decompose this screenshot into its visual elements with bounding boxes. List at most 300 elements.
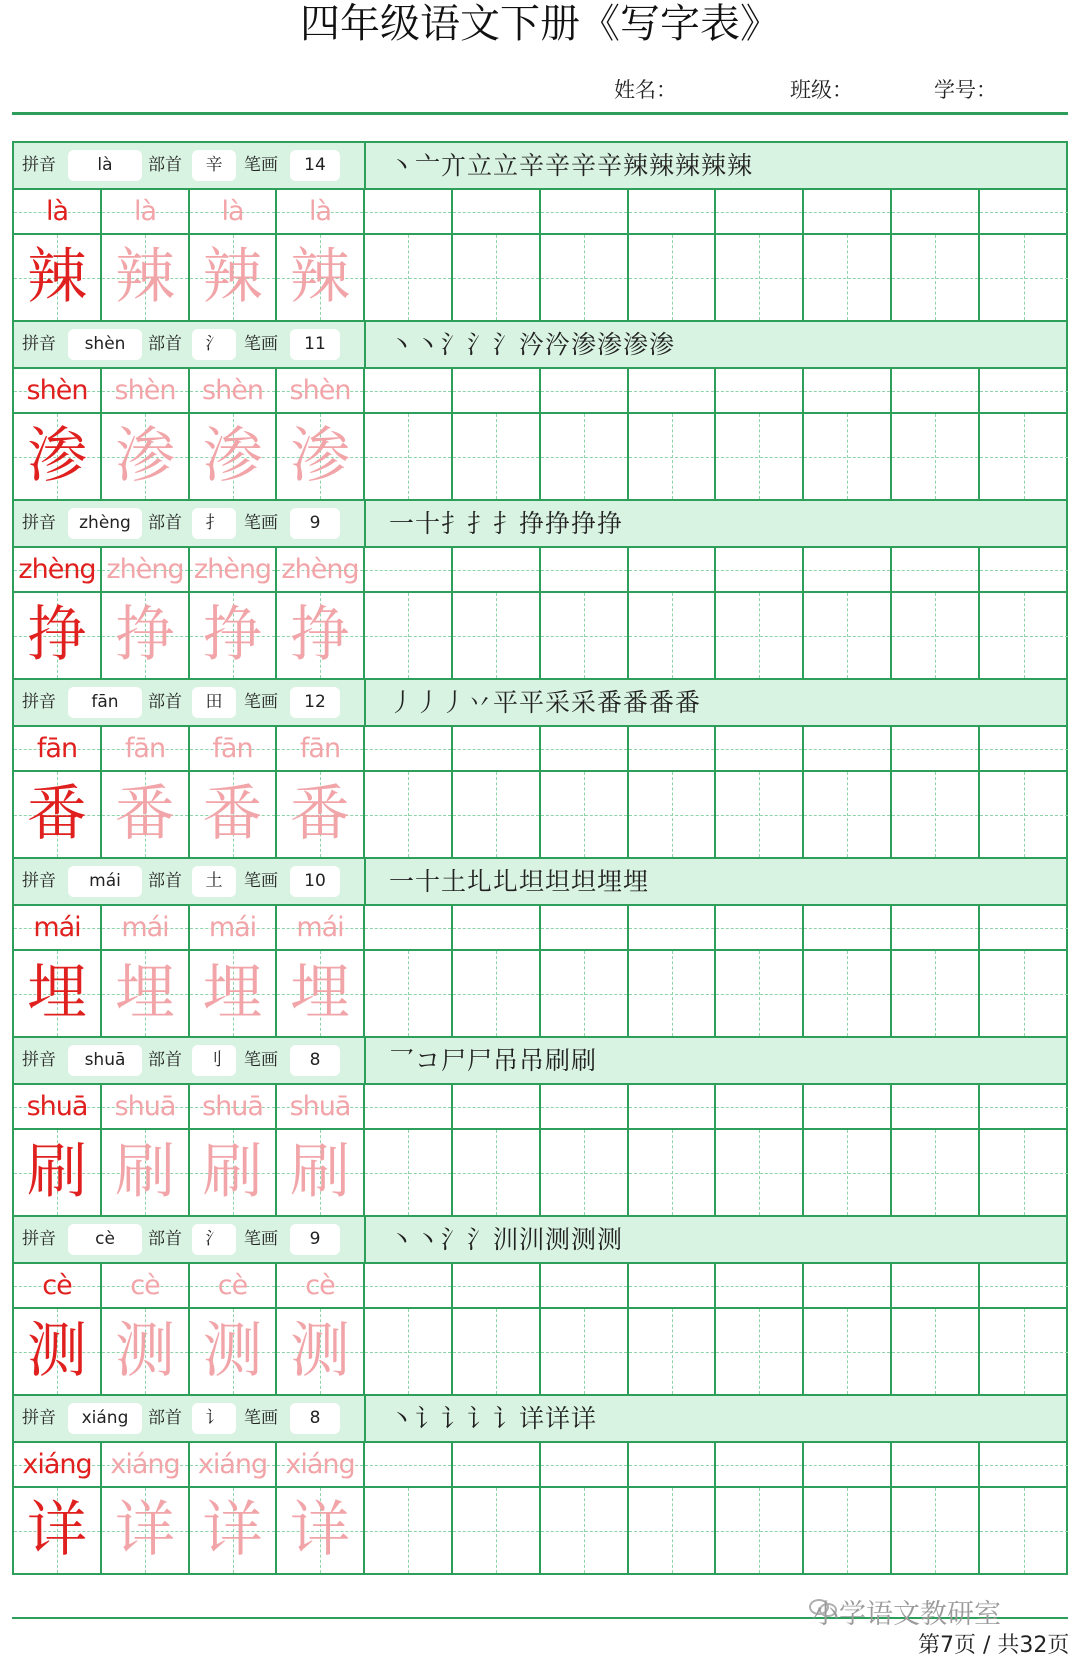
character-cell[interactable] [541, 772, 629, 857]
character-cell [277, 1309, 365, 1394]
character-trace: 挣 [115, 600, 175, 670]
character-cell[interactable] [365, 1488, 453, 1573]
character-cell[interactable] [716, 1130, 804, 1215]
pinyin-cell[interactable] [804, 1085, 892, 1128]
practice-grid [14, 727, 1066, 857]
character-cell [277, 951, 365, 1036]
character-cell [14, 593, 102, 678]
pinyin-cell[interactable] [892, 906, 980, 949]
character-trace: 挣 [202, 600, 263, 670]
character-cell[interactable] [716, 1309, 804, 1394]
character-cell[interactable] [365, 951, 453, 1036]
character-cell[interactable] [541, 235, 629, 320]
character-sample: 埋 [27, 958, 87, 1028]
pinyin-cell[interactable] [980, 1085, 1068, 1128]
character-cell[interactable] [892, 951, 980, 1036]
character-trace: 辣 [290, 242, 350, 312]
pinyin-cell[interactable] [541, 727, 629, 770]
radical-value: 土 [192, 866, 236, 897]
character-cell [102, 1130, 190, 1215]
pinyin-cell [14, 906, 102, 949]
pinyin-cell [277, 1443, 365, 1486]
character-cell[interactable] [892, 1488, 980, 1573]
pinyin-cell[interactable] [541, 1085, 629, 1128]
char-info-header [14, 1217, 1066, 1264]
character-cell [102, 414, 190, 499]
pinyin-cell [14, 369, 102, 412]
pinyin-cell[interactable] [804, 906, 892, 949]
pinyin-cell [14, 1443, 102, 1486]
strokes-label: 笔画 [244, 513, 278, 533]
character-sample: 番 [27, 779, 87, 849]
pinyin-cell[interactable] [716, 1264, 804, 1307]
char-info-header [14, 1396, 1066, 1443]
pinyin-cell [102, 190, 190, 233]
pinyin-cell[interactable] [892, 1085, 980, 1128]
pinyin-row [14, 727, 1066, 772]
character-cell[interactable] [365, 593, 453, 678]
radical-value: 田 [192, 687, 236, 718]
character-trace: 测 [290, 1316, 350, 1386]
page-title: 四年级语文下册《写字表》 [300, 1, 780, 47]
pinyin-trace: là [221, 196, 244, 227]
pinyin-cell[interactable] [453, 190, 541, 233]
pinyin-cell[interactable] [804, 369, 892, 412]
pinyin-cell[interactable] [892, 369, 980, 412]
char-meta [14, 143, 366, 188]
character-trace: 埋 [115, 958, 175, 1028]
pinyin-cell [102, 906, 190, 949]
radical-value: 氵 [192, 1224, 236, 1255]
character-cell [14, 1130, 102, 1215]
char-block [14, 1396, 1066, 1573]
pinyin-cell[interactable] [716, 548, 804, 591]
pinyin-cell [190, 1264, 277, 1307]
character-trace: 详 [115, 1495, 175, 1565]
character-cell [277, 1130, 365, 1215]
pinyin-cell[interactable] [365, 548, 453, 591]
pinyin-cell[interactable] [541, 548, 629, 591]
character-cell[interactable] [716, 1488, 804, 1573]
character-cell[interactable] [804, 593, 892, 678]
character-cell[interactable] [804, 235, 892, 320]
character-trace: 刷 [290, 1137, 350, 1207]
char-meta [14, 680, 366, 725]
pinyin-cell[interactable] [804, 548, 892, 591]
pinyin-cell [277, 1085, 365, 1128]
practice-grid [14, 369, 1066, 499]
radical-value: 扌 [192, 508, 236, 539]
character-cell[interactable] [541, 1309, 629, 1394]
char-info-header [14, 143, 1066, 190]
char-info-header [14, 1038, 1066, 1085]
character-cell[interactable] [892, 235, 980, 320]
character-cell[interactable] [541, 951, 629, 1036]
character-trace: 测 [115, 1316, 175, 1386]
stroke-count-value: 12 [290, 687, 340, 718]
pinyin-trace: mái [296, 912, 344, 943]
pinyin-trace: zhèng [193, 554, 272, 585]
pinyin-cell[interactable] [453, 548, 541, 591]
pinyin-cell[interactable] [365, 1264, 453, 1307]
pinyin-cell [190, 369, 277, 412]
pinyin-value: zhèng [68, 508, 142, 539]
character-cell[interactable] [365, 235, 453, 320]
pinyin-value: là [68, 150, 142, 181]
character-cell[interactable] [804, 772, 892, 857]
character-cell[interactable] [453, 414, 541, 499]
pinyin-cell[interactable] [804, 190, 892, 233]
character-cell[interactable] [629, 1488, 716, 1573]
pinyin-cell[interactable] [892, 727, 980, 770]
character-cell[interactable] [541, 1488, 629, 1573]
character-cell[interactable] [453, 772, 541, 857]
character-trace: 渗 [202, 421, 263, 491]
character-trace: 渗 [290, 421, 350, 491]
pinyin-cell[interactable] [892, 1443, 980, 1486]
character-cell[interactable] [453, 1309, 541, 1394]
character-sample: 挣 [27, 600, 87, 670]
pinyin-cell[interactable] [980, 1264, 1068, 1307]
character-cell[interactable] [980, 593, 1068, 678]
character-cell[interactable] [716, 593, 804, 678]
character-cell[interactable] [453, 951, 541, 1036]
name-label: 姓名： [614, 78, 677, 102]
character-cell[interactable] [804, 1309, 892, 1394]
pinyin-cell[interactable] [716, 1085, 804, 1128]
character-trace: 刷 [202, 1137, 263, 1207]
char-block [14, 501, 1066, 680]
pinyin-row [14, 190, 1066, 235]
character-trace: 详 [202, 1495, 263, 1565]
character-cell[interactable] [365, 414, 453, 499]
character-cell[interactable] [980, 772, 1068, 857]
pinyin-cell[interactable] [892, 1264, 980, 1307]
character-cell[interactable] [980, 414, 1068, 499]
character-cell[interactable] [453, 235, 541, 320]
pinyin-cell[interactable] [541, 1264, 629, 1307]
pinyin-sample: xiáng [22, 1449, 92, 1480]
character-cell [14, 1488, 102, 1573]
character-cell [190, 1130, 277, 1215]
pinyin-cell[interactable] [980, 906, 1068, 949]
pinyin-trace: xiáng [197, 1449, 268, 1480]
pinyin-cell [190, 1085, 277, 1128]
pinyin-cell [277, 369, 365, 412]
pinyin-trace: fān [299, 733, 341, 764]
pinyin-cell[interactable] [629, 548, 716, 591]
character-row [14, 1488, 1066, 1573]
strokes-label: 笔画 [244, 1050, 278, 1070]
pinyin-trace: là [308, 196, 332, 227]
char-info-header [14, 501, 1066, 548]
pinyin-cell [102, 548, 190, 591]
practice-grid [14, 1443, 1066, 1573]
character-cell[interactable] [629, 772, 716, 857]
character-cell[interactable] [716, 235, 804, 320]
character-cell[interactable] [365, 1130, 453, 1215]
character-trace: 挣 [290, 600, 350, 670]
char-meta [14, 859, 366, 904]
pinyin-value: xiáng [68, 1403, 142, 1434]
practice-grid [14, 1264, 1066, 1394]
character-cell[interactable] [980, 1309, 1068, 1394]
pinyin-cell[interactable] [453, 1443, 541, 1486]
character-cell[interactable] [892, 414, 980, 499]
radical-label: 部首 [148, 155, 182, 175]
stroke-count-value: 14 [290, 150, 340, 181]
radical-label: 部首 [148, 692, 182, 712]
pinyin-cell[interactable] [629, 906, 716, 949]
practice-grid [14, 1085, 1066, 1215]
character-cell[interactable] [541, 1130, 629, 1215]
pinyin-value: shuā [68, 1045, 142, 1076]
character-cell [190, 1309, 277, 1394]
strokes-label: 笔画 [244, 334, 278, 354]
pinyin-row [14, 1085, 1066, 1130]
pinyin-cell[interactable] [365, 727, 453, 770]
character-cell[interactable] [716, 951, 804, 1036]
pinyin-cell[interactable] [980, 1443, 1068, 1486]
pinyin-trace: zhèng [281, 554, 359, 585]
pinyin-cell[interactable] [629, 190, 716, 233]
character-row [14, 772, 1066, 857]
pinyin-cell[interactable] [365, 906, 453, 949]
char-meta [14, 1217, 366, 1262]
character-cell[interactable] [804, 1488, 892, 1573]
character-cell[interactable] [453, 1488, 541, 1573]
character-cell [277, 414, 365, 499]
stroke-order: 丶讠讠讠讠详详详 [389, 1404, 598, 1433]
radical-label: 部首 [148, 871, 182, 891]
pinyin-cell[interactable] [716, 190, 804, 233]
char-block [14, 322, 1066, 501]
stroke-order: 乛コ尸尸吊吊刷刷 [389, 1046, 598, 1075]
top-rule [12, 112, 1068, 115]
stroke-count-value: 8 [290, 1403, 340, 1434]
character-cell [277, 1488, 365, 1573]
pinyin-cell[interactable] [365, 1443, 453, 1486]
char-meta [14, 322, 366, 367]
character-cell[interactable] [892, 1309, 980, 1394]
character-cell[interactable] [892, 1130, 980, 1215]
pinyin-cell [14, 1085, 102, 1128]
pinyin-sample: fān [36, 733, 78, 764]
pinyin-cell[interactable] [453, 1085, 541, 1128]
character-cell [102, 951, 190, 1036]
character-cell[interactable] [804, 414, 892, 499]
watermark: 小学语文教研室 [812, 1599, 1001, 1630]
pinyin-cell[interactable] [453, 369, 541, 412]
character-trace: 埋 [290, 958, 350, 1028]
character-cell[interactable] [716, 772, 804, 857]
strokes-label: 笔画 [244, 155, 278, 175]
character-cell[interactable] [980, 235, 1068, 320]
pinyin-cell [102, 1443, 190, 1486]
stroke-order: 一十扌扌扌挣挣挣挣 [389, 509, 624, 538]
radical-value: 氵 [192, 329, 236, 360]
stroke-order: 一十土圠圠坦坦坦埋埋 [389, 867, 650, 896]
pinyin-cell [277, 548, 365, 591]
pinyin-trace: shèn [289, 375, 351, 406]
pinyin-cell[interactable] [541, 369, 629, 412]
pinyin-cell[interactable] [716, 1443, 804, 1486]
strokes-label: 笔画 [244, 871, 278, 891]
stroke-order: 丶丶氵氵氵汵汵渗渗渗渗 [389, 330, 676, 359]
character-cell[interactable] [629, 1309, 716, 1394]
pinyin-label: 拼音 [22, 692, 56, 712]
radical-label: 部首 [148, 513, 182, 533]
pinyin-cell[interactable] [716, 906, 804, 949]
character-cell[interactable] [365, 1309, 453, 1394]
pinyin-cell[interactable] [629, 1264, 716, 1307]
stroke-count-value: 8 [290, 1045, 340, 1076]
character-cell[interactable] [629, 235, 716, 320]
character-cell [102, 772, 190, 857]
pinyin-cell[interactable] [804, 727, 892, 770]
character-trace: 辣 [115, 242, 175, 312]
pinyin-cell[interactable] [892, 548, 980, 591]
character-cell[interactable] [629, 414, 716, 499]
character-cell[interactable] [541, 593, 629, 678]
character-cell[interactable] [804, 1130, 892, 1215]
pinyin-cell[interactable] [804, 1443, 892, 1486]
pinyin-row [14, 906, 1066, 951]
character-sample: 详 [27, 1495, 87, 1565]
page-number: 第7页 / 共32页 [918, 1633, 1070, 1658]
char-block [14, 680, 1066, 859]
stroke-order: 丶丶氵氵汌汌测测测 [389, 1225, 624, 1254]
practice-grid [14, 906, 1066, 1036]
character-cell[interactable] [629, 1130, 716, 1215]
char-meta [14, 1038, 366, 1083]
pinyin-sample: zhèng [18, 554, 96, 585]
pinyin-cell [102, 727, 190, 770]
character-cell [190, 772, 277, 857]
strokes-label: 笔画 [244, 1229, 278, 1249]
practice-grid [14, 548, 1066, 678]
pinyin-cell[interactable] [629, 369, 716, 412]
character-trace: 辣 [202, 242, 263, 312]
character-row [14, 235, 1066, 320]
pinyin-trace: fān [212, 733, 253, 764]
pinyin-cell[interactable] [365, 1085, 453, 1128]
pinyin-cell [14, 1264, 102, 1307]
pinyin-cell[interactable] [892, 190, 980, 233]
pinyin-trace: shèn [202, 375, 263, 406]
pinyin-label: 拼音 [22, 871, 56, 891]
stroke-order: 丿丿丿丷平平采采番番番番 [389, 688, 702, 717]
character-cell [190, 414, 277, 499]
student-id-label: 学号： [934, 78, 997, 102]
pinyin-trace: shuā [114, 1091, 176, 1122]
character-cell[interactable] [541, 414, 629, 499]
pinyin-label: 拼音 [22, 513, 56, 533]
character-cell[interactable] [892, 593, 980, 678]
pinyin-cell[interactable] [541, 1443, 629, 1486]
pinyin-cell[interactable] [541, 190, 629, 233]
pinyin-cell[interactable] [980, 548, 1068, 591]
character-cell[interactable] [980, 1130, 1068, 1215]
pinyin-cell [14, 190, 102, 233]
pinyin-cell [190, 548, 277, 591]
pinyin-cell[interactable] [629, 727, 716, 770]
pinyin-cell[interactable] [980, 190, 1068, 233]
character-cell [102, 235, 190, 320]
pinyin-cell [102, 1264, 190, 1307]
character-cell [277, 593, 365, 678]
character-cell[interactable] [804, 951, 892, 1036]
pinyin-trace: cè [217, 1270, 248, 1301]
char-block [14, 859, 1066, 1038]
pinyin-row [14, 1443, 1066, 1488]
pinyin-sample: mái [33, 912, 81, 943]
character-cell[interactable] [629, 593, 716, 678]
character-cell[interactable] [980, 951, 1068, 1036]
character-row [14, 593, 1066, 678]
pinyin-trace: cè [305, 1270, 335, 1301]
pinyin-cell[interactable] [980, 369, 1068, 412]
pinyin-cell [277, 190, 365, 233]
pinyin-cell[interactable] [629, 1443, 716, 1486]
pinyin-cell[interactable] [980, 727, 1068, 770]
radical-value: 辛 [192, 150, 236, 181]
character-cell[interactable] [716, 414, 804, 499]
character-cell[interactable] [980, 1488, 1068, 1573]
stroke-order: 丶亠亣立立辛辛辛辛辣辣辣辣辣 [389, 151, 754, 180]
pinyin-cell[interactable] [365, 369, 453, 412]
pinyin-cell[interactable] [453, 727, 541, 770]
pinyin-cell [190, 727, 277, 770]
pinyin-cell[interactable] [629, 1085, 716, 1128]
stroke-count-value: 11 [290, 329, 340, 360]
character-trace: 番 [115, 779, 175, 849]
character-cell[interactable] [892, 772, 980, 857]
radical-value: 讠 [192, 1403, 236, 1434]
pinyin-cell[interactable] [365, 190, 453, 233]
pinyin-cell[interactable] [541, 906, 629, 949]
pinyin-cell[interactable] [716, 369, 804, 412]
character-cell[interactable] [365, 772, 453, 857]
pinyin-label: 拼音 [22, 334, 56, 354]
radical-label: 部首 [148, 1229, 182, 1249]
radical-label: 部首 [148, 1050, 182, 1070]
character-cell [102, 1488, 190, 1573]
pinyin-cell [190, 1443, 277, 1486]
pinyin-cell [277, 1264, 365, 1307]
character-cell[interactable] [629, 951, 716, 1036]
pinyin-cell [190, 906, 277, 949]
character-row [14, 414, 1066, 499]
character-trace: 渗 [115, 421, 175, 491]
pinyin-trace: mái [121, 912, 169, 943]
char-info-header [14, 859, 1066, 906]
pinyin-label: 拼音 [22, 1229, 56, 1249]
character-cell [190, 235, 277, 320]
pinyin-cell[interactable] [716, 727, 804, 770]
pinyin-cell[interactable] [453, 1264, 541, 1307]
pinyin-cell [102, 369, 190, 412]
pinyin-sample: shuā [26, 1091, 88, 1122]
character-row [14, 1309, 1066, 1394]
pinyin-cell[interactable] [804, 1264, 892, 1307]
stroke-count-value: 9 [290, 1224, 340, 1255]
stroke-count-value: 9 [290, 508, 340, 539]
character-cell[interactable] [453, 1130, 541, 1215]
pinyin-cell[interactable] [453, 906, 541, 949]
character-cell[interactable] [453, 593, 541, 678]
pinyin-cell [14, 727, 102, 770]
